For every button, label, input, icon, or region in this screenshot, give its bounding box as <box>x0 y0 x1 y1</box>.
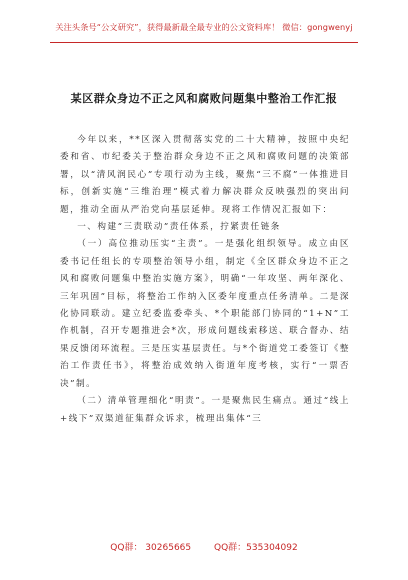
body-paragraph-2: （二）清单管理细化“明责”。一是聚焦民生痛点。通过“线上+线下”双渠道征集群众诉求，梳理出集体“三 <box>60 396 350 424</box>
document-body <box>60 132 350 428</box>
section-heading-1: 一、构建“三责联动”责任体系，拧紧责任链条 <box>77 222 281 233</box>
document-title: 某区群众身边不正之风和腐败问题集中整治工作汇报 <box>70 92 338 105</box>
body-paragraph-intro: 今年以来，**区深入贯彻落实党的二十大精神，按照中央纪委和省、市纪委关于整治群众身边不正之风和腐败问题的决策部署，以“清风润民心”专项行动为主线，聚焦“三不腐”一体推进目标，创新实施“三维治理”模式着力解决群众反映强烈的突出问题，推动全面从严治党向基层延伸。现将工作情况汇报如下： <box>60 135 350 215</box>
body-paragraph-1: （一）高位推动压实“主责”。一是强化组织领导。成立由区委书记任组长的专项整治领导小组，制定《全区群众身边不正之风和腐败问题集中整治实施方案》，明确“一年攻坚、两年深化、三年巩固”目标，将整治工作纳入区委年度重点任务清单。二是深化协同联动。建立纪委监委牵头、*个职能部门协同的“1+N”工作机制，召开专题推进会*次，形成问题线索移送、联合督办、结果反馈闭环流程。三是压实基层责任。与*个街道党工委签订《整治工作责任书》，将整治成效纳入街道年度考核，实行“一票否决”制。 <box>60 239 350 389</box>
footer-contact <box>0 540 408 553</box>
header-divider <box>50 42 358 43</box>
header-banner: 关注头条号“公文研究”，获得最新最全最专业的公文资料库！ 微信：gongwenyj <box>55 22 353 32</box>
footer-qq-group-2: QQ群：535304092 <box>214 543 298 553</box>
footer-qq-group-1: QQ群： 30265665 <box>110 543 192 553</box>
